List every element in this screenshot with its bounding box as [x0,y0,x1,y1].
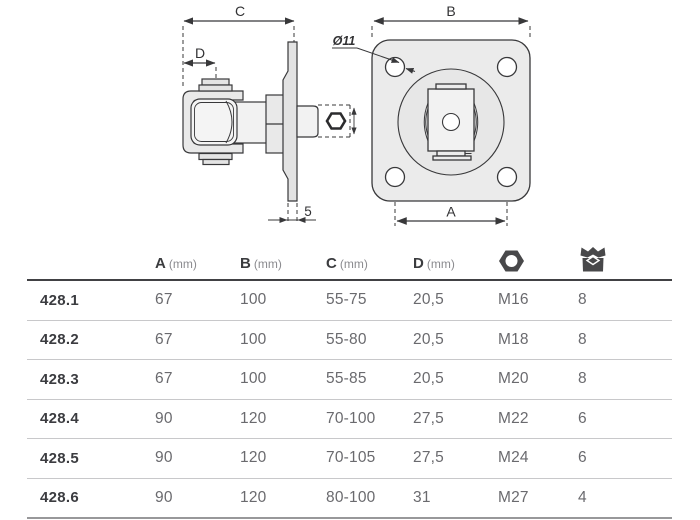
value-nut: M20 [498,370,529,388]
hex-nut-icon [498,249,525,273]
table-row [27,400,672,440]
article-number: 428.6 [40,489,80,507]
article-number: 428.3 [40,370,80,388]
bolt-hole-top-left [386,58,405,77]
value-c: 55-85 [326,370,367,388]
header-a [155,255,240,273]
dim-d-label: D [194,45,206,61]
article-number: 428.2 [40,331,80,349]
header-b-letter: B [240,255,251,272]
value-a: 90 [155,488,173,506]
value-qty: 6 [578,449,587,467]
technical-drawing [0,0,700,242]
header-b-unit: (mm) [253,257,282,271]
rod-end [297,106,318,137]
dim-a-label: A [446,203,456,220]
value-nut: M27 [498,488,529,506]
value-qty: 4 [578,488,587,506]
header-d [413,255,498,273]
plate-edge [283,42,297,201]
value-qty: 8 [578,330,587,348]
value-c: 55-75 [326,291,367,309]
header-c [326,255,413,273]
plate-thickness-label: 5 [304,204,312,219]
value-a: 67 [155,330,173,348]
value-d: 27,5 [413,409,444,427]
value-d: 31 [413,488,431,506]
header-c-letter: C [326,255,337,272]
table-row [27,321,672,361]
value-c: 80-100 [326,488,376,506]
table-row [27,281,672,321]
value-b: 100 [240,291,267,309]
header-d-unit: (mm) [426,257,455,271]
value-qty: 8 [578,370,587,388]
spec-table [27,245,672,519]
value-b: 120 [240,409,267,427]
table-row [27,479,672,520]
value-nut: M24 [498,449,529,467]
packaging-box-icon [578,246,608,273]
value-nut: M18 [498,330,529,348]
value-c: 55-80 [326,330,367,348]
value-qty: 6 [578,409,587,427]
header-b [240,255,326,273]
header-a-unit: (mm) [168,257,197,271]
article-number: 428.1 [40,291,80,309]
hole-diameter-label: Ø11 [332,34,356,48]
bolt-hole-bottom-left [386,168,405,187]
value-nut: M22 [498,409,529,427]
header-c-unit: (mm) [339,257,368,271]
value-c: 70-105 [326,449,376,467]
value-d: 27,5 [413,449,444,467]
value-a: 90 [155,409,173,427]
bolt-hole-bottom-right [498,168,517,187]
adjusting-nut-side [266,95,284,153]
header-a-letter: A [155,255,166,272]
value-d: 20,5 [413,330,444,348]
value-b: 100 [240,330,267,348]
value-d: 20,5 [413,291,444,309]
article-number: 428.5 [40,449,80,467]
dim-c-label: C [234,3,246,19]
pivot-barrel [191,99,237,145]
front-view [332,21,530,226]
header-nut [498,249,578,273]
value-a: 90 [155,449,173,467]
header-packaging [578,246,672,273]
top-nut [199,79,232,91]
dim-b-label: B [446,3,456,19]
value-qty: 8 [578,291,587,309]
value-b: 100 [240,370,267,388]
value-b: 120 [240,488,267,506]
hex-socket-icon [327,114,345,129]
bolt-hole-top-right [498,58,517,77]
value-a: 67 [155,291,173,309]
value-nut: M16 [498,291,529,309]
table-header-row [27,245,672,281]
value-c: 70-100 [326,409,376,427]
side-view [183,21,354,224]
value-b: 120 [240,449,267,467]
article-number: 428.4 [40,410,80,428]
header-d-letter: D [413,255,424,272]
value-d: 20,5 [413,370,444,388]
value-a: 67 [155,370,173,388]
bottom-nut [199,154,232,165]
table-row [27,360,672,400]
table-row [27,439,672,479]
hinge-body-front [424,84,478,160]
